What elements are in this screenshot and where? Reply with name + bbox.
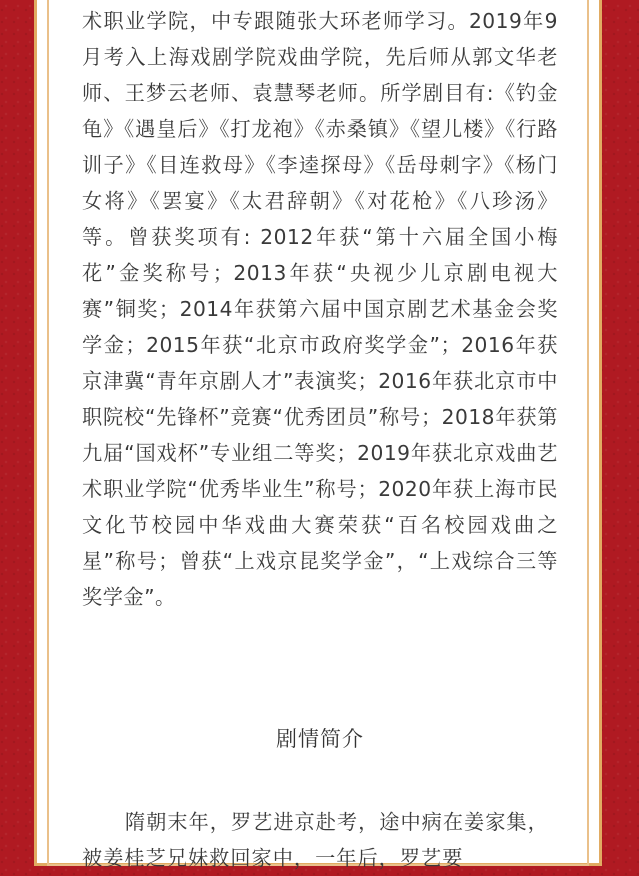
plot-paragraph: 隋朝末年，罗艺进京赴考，途中病在姜家集，被姜桂芝兄妹救回家中，一年后，罗艺要 (82, 810, 549, 870)
article-content (82, 0, 558, 870)
section-heading: 剧情简介 (276, 727, 364, 751)
biography-paragraph: 术职业学院，中专跟随张大环老师学习。2019年9月考入上海戏剧学院戏曲学院，先后师从郭文华老师、王梦云老师、袁慧琴老师。所学剧目有:《钓金龟》《遇皇后》《打龙袍》《赤桑镇》《望儿楼》《行路训子》《目连救母》《李逵探母》《岳母刺字》《杨门女将》《罢宴》《太君辞朝》《对花枪》《八珍汤》等。曾获奖项有: 2012年获“第十六届全国小梅花”金奖称号；2013年获“央视少儿京剧电视大赛”铜奖；2014年获第六届中国京剧艺术基金会奖学金；2015年获“北京市政府奖学金”；2016年获京津冀“青年京剧人才”表演奖；2016年获北京市中职院校“先锋杯”竞赛“优秀团员”称号；2018年获第九届“国戏杯”专业组二等奖；2019年获北京戏曲艺术职业学院“优秀毕业生”称号；2020年获上海市民文化节校园中华戏曲大赛荣获“百名校园戏曲之星”称号；曾获“上戏京昆奖学金”，“上戏综合三等奖学金”。 (82, 9, 558, 609)
